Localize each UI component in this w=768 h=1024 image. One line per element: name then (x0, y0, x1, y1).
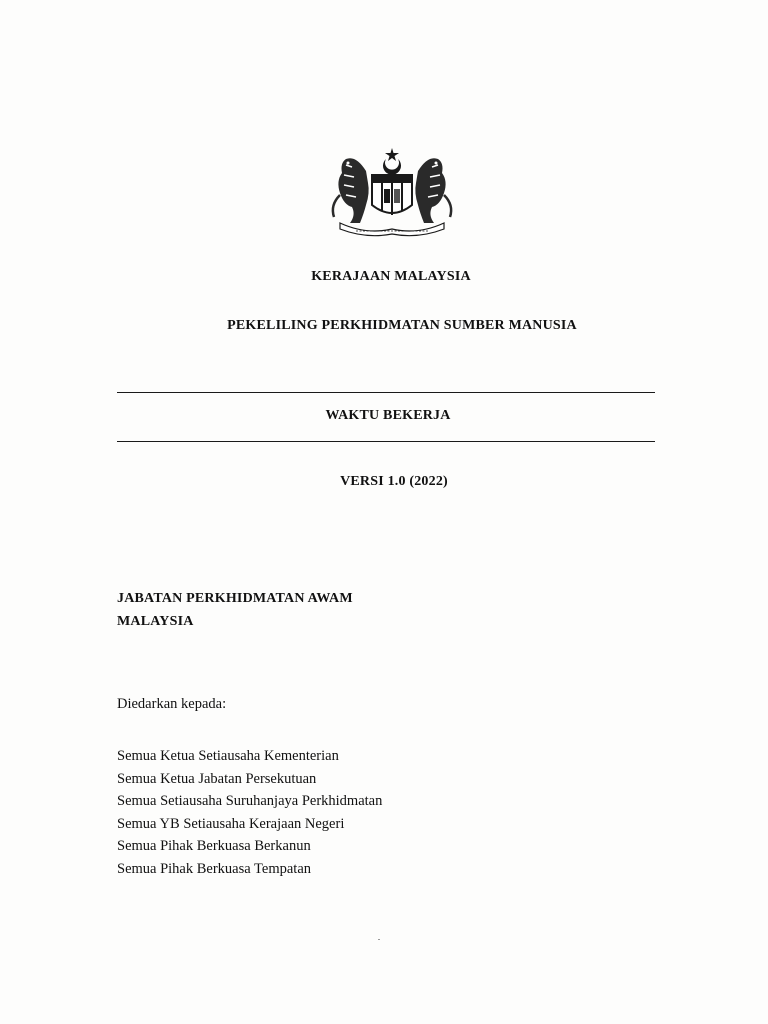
bottom-divider (117, 441, 655, 442)
government-title: KERAJAAN MALAYSIA (311, 269, 471, 284)
circular-type-title: PEKELILING PERKHIDMATAN SUMBER MANUSIA (227, 318, 577, 333)
distribution-label: Diedarkan kepada: (117, 696, 227, 712)
recipient-item: Semua Pihak Berkuasa Berkanun (117, 838, 311, 855)
coat-of-arms-icon (326, 145, 458, 237)
issuing-agency (117, 587, 353, 633)
recipient-item: Semua Ketua Setiausaha Kementerian (117, 748, 339, 764)
recipient-item: Semua YB Setiausaha Kerajaan Negeri (117, 815, 345, 832)
recipient-item: Semua Pihak Berkuasa Tempatan (117, 860, 312, 877)
scan-speck (378, 939, 380, 940)
agency-line-2: MALAYSIA (117, 614, 194, 629)
recipient-item: Semua Ketua Jabatan Persekutuan (117, 770, 317, 787)
document-version: VERSI 1.0 (2022) (340, 474, 448, 489)
recipient-list (117, 745, 382, 881)
recipient-item: Semua Setiausaha Suruhanjaya Perkhidmatan (117, 793, 383, 810)
top-divider (117, 392, 655, 393)
document-subject: WAKTU BEKERJA (325, 408, 451, 423)
agency-line-1: JABATAN PERKHIDMATAN AWAM (117, 591, 353, 606)
